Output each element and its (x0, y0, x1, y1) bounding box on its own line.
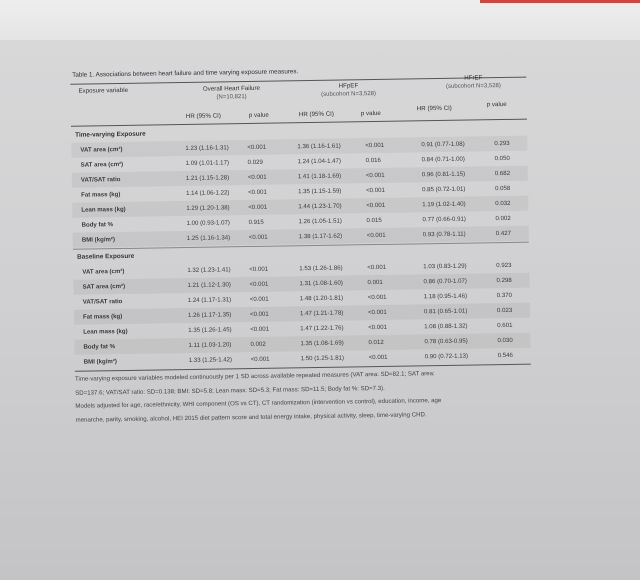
header-hfpef-title: HFpEF (338, 82, 359, 90)
cell-hr-hfpef: 1.31 (1.08-1.60) (299, 279, 343, 288)
background-top-strip (0, 0, 640, 40)
cell-p-overall: 0.002 (250, 340, 266, 349)
cell-p-overall: <0.001 (249, 280, 269, 289)
cell-p-hfpef: <0.001 (367, 263, 387, 272)
cell-p-hfpef: <0.001 (365, 171, 385, 180)
cell-hr-overall: 1.24 (1.17-1.31) (187, 296, 232, 304)
cell-hr-hfpef: 1.50 (1.25-1.81) (300, 354, 345, 363)
row-label: Body fat % (83, 343, 116, 351)
cell-p-overall: <0.001 (248, 203, 268, 212)
cell-p-hfpef: <0.001 (365, 141, 385, 150)
cell-p-overall: <0.001 (249, 265, 269, 274)
cell-p-overall: <0.001 (249, 295, 269, 304)
cell-hr-overall: 1.14 (1.06-1.22) (186, 189, 230, 198)
section-time-varying: Time-varying Exposure (75, 130, 146, 139)
footnote-line: Time-varying exposure variables modeled continuously per 1 SD across available repeated measures (VAT area: SD=82.1; SAT area: (74, 370, 435, 383)
cell-hr-hfpef: 1.35 (1.08-1.69) (300, 339, 344, 348)
cell-p-overall: <0.001 (248, 188, 267, 197)
cell-p-overall: <0.001 (250, 355, 270, 364)
cell-hr-hfref: 0.96 (0.81-1.15) (421, 170, 466, 179)
cell-hr-hfref: 0.81 (0.65-1.01) (423, 307, 468, 316)
cell-hr-overall: 1.32 (1.23-1.41) (187, 266, 231, 274)
cell-hr-hfpef: 1.47 (1.22-1.76) (300, 324, 344, 333)
cell-p-hfpef: <0.001 (367, 293, 387, 302)
cell-p-overall: 0.029 (247, 158, 263, 167)
cell-p-overall: 0.915 (248, 218, 264, 227)
row-label: Fat mass (kg) (81, 191, 121, 199)
row-label: BMI (kg/m²) (83, 358, 117, 366)
cell-p-hfref: 0.298 (496, 276, 512, 285)
header-hfref-title: HFrEF (464, 74, 483, 82)
cell-hr-hfref: 0.77 (0.66-0.91) (422, 215, 466, 224)
cell-hr-hfref: 1.18 (0.95-1.46) (423, 292, 468, 301)
cell-hr-overall: 1.23 (1.16-1.31) (185, 144, 229, 153)
cell-p-hfpef: 0.001 (367, 278, 383, 287)
cell-p-hfpef: 0.016 (365, 156, 381, 165)
cell-hr-hfref: 0.85 (0.72-1.01) (421, 185, 466, 194)
cell-hr-hfpef: 1.53 (1.26-1.86) (299, 264, 343, 273)
cell-p-hfpef: <0.001 (368, 323, 388, 332)
cell-hr-overall: 1.21 (1.15-1.28) (185, 174, 230, 183)
cell-hr-overall: 1.26 (1.17-1.35) (187, 311, 232, 319)
cell-p-hfref: 0.023 (496, 306, 513, 315)
table-caption: Table 1. Associations between heart failure and time varying exposure measures. (72, 68, 299, 79)
row-label: SAT area (cm²) (80, 160, 124, 169)
row-label: SAT area (cm²) (82, 282, 126, 291)
row-label: VAT area (cm²) (82, 267, 125, 276)
header-hfref-n: (subcohort N=3,528) (445, 83, 501, 90)
cell-p-overall: <0.001 (250, 325, 270, 334)
cell-p-hfref: 0.370 (496, 291, 513, 300)
cell-p-hfref: 0.050 (494, 154, 510, 163)
cell-p-hfref: 0.058 (494, 184, 511, 193)
cell-p-hfref: 0.002 (495, 214, 511, 223)
cell-hr-hfpef: 1.35 (1.15-1.59) (298, 187, 342, 196)
cell-hr-overall: 1.21 (1.12-1.30) (187, 281, 231, 289)
cell-hr-hfref: 0.84 (0.71-1.00) (421, 155, 466, 164)
cell-hr-hfref: 0.78 (0.63-0.95) (424, 337, 468, 346)
cell-p-hfref: 0.546 (497, 351, 513, 360)
cell-hr-hfref: 0.86 (0.70-1.07) (423, 277, 467, 286)
cell-hr-hfpef: 1.47 (1.21-1.78) (299, 309, 344, 318)
table-footnote (75, 365, 546, 426)
cell-p-hfpef: <0.001 (366, 231, 386, 240)
header-hfref (423, 73, 523, 93)
header-hfpef-n: (subcohort N=3,528) (321, 91, 377, 98)
cell-hr-hfref: 0.90 (0.72-1.13) (424, 352, 469, 361)
header-hfpef (298, 81, 398, 101)
table-paper (58, 54, 584, 432)
cell-p-hfpef: <0.001 (366, 201, 386, 210)
cell-hr-hfpef: 1.24 (1.04-1.47) (297, 157, 342, 166)
cell-hr-hfref: 0.91 (0.77-1.08) (421, 140, 465, 149)
cell-p-hfref: 0.030 (497, 336, 513, 345)
header-overall (186, 84, 276, 103)
footnote-line: Models adjusted for age, race/ethnicity, WHI component (OS vs CT), CT randomization (intervention vs control), education, income, age (75, 397, 442, 410)
cell-p-overall: <0.001 (249, 310, 269, 319)
cell-p-hfref: 0.601 (497, 321, 513, 330)
header-p-overall: p value (248, 111, 269, 120)
header-overall-n: (N=10,821) (216, 94, 247, 101)
row-label: BMI (kg/m²) (81, 236, 116, 244)
cell-p-hfpef: <0.001 (366, 186, 385, 195)
header-hr-hfref: HR (95% CI) (416, 104, 452, 113)
cell-hr-hfpef: 1.36 (1.16-1.61) (297, 142, 341, 151)
row-label: Fat mass (kg) (82, 313, 123, 321)
cell-hr-overall: 1.25 (1.16-1.34) (186, 234, 231, 242)
row-label: VAT/SAT ratio (82, 298, 123, 306)
header-p-hfref: p value (486, 100, 507, 109)
cell-hr-hfpef: 1.44 (1.23-1.70) (298, 202, 342, 211)
cell-hr-overall: 1.11 (1.03-1.20) (188, 341, 232, 349)
cell-p-hfref: 0.032 (495, 199, 511, 208)
cell-p-hfpef: 0.015 (366, 216, 382, 225)
cell-hr-hfref: 0.93 (0.78-1.11) (422, 230, 466, 239)
header-rule (71, 119, 527, 127)
header-hr-hfpef: HR (95% CI) (298, 110, 334, 119)
cell-hr-hfpef: 1.38 (1.17-1.62) (298, 232, 343, 241)
cell-p-hfref: 0.682 (494, 169, 511, 178)
row-label: Body fat % (81, 221, 114, 229)
cell-hr-overall: 1.33 (1.25-1.42) (188, 356, 233, 364)
cell-hr-hfpef: 1.41 (1.18-1.69) (297, 172, 342, 181)
cell-hr-hfpef: 1.26 (1.05-1.51) (298, 217, 342, 226)
cell-hr-overall: 1.00 (0.93-1.07) (186, 219, 230, 228)
cell-p-overall: <0.001 (247, 143, 267, 152)
cell-hr-hfref: 1.03 (0.83-1.29) (423, 262, 467, 271)
cell-p-hfpef: <0.001 (367, 308, 387, 317)
header-overall-title: Overall Heart Failure (202, 84, 261, 93)
cell-hr-overall: 1.09 (1.01-1.17) (185, 159, 230, 168)
cell-hr-hfpef: 1.48 (1.20-1.81) (299, 294, 344, 303)
header-exposure: Exposure variable (78, 86, 129, 95)
row-label: VAT area (cm²) (80, 145, 123, 154)
cell-p-hfref: 0.293 (494, 139, 510, 148)
cell-hr-overall: 1.29 (1.20-1.38) (186, 204, 230, 213)
red-edge-line (480, 0, 640, 3)
cell-p-overall: <0.001 (248, 233, 268, 242)
row-label: Lean mass (kg) (83, 327, 128, 336)
cell-p-hfpef: 0.012 (368, 338, 384, 347)
section-baseline: Baseline Exposure (77, 252, 135, 261)
header-p-hfpef: p value (360, 109, 381, 118)
cell-hr-overall: 1.35 (1.26-1.45) (188, 326, 232, 334)
cell-p-hfpef: <0.001 (368, 353, 388, 362)
cell-p-overall: <0.001 (247, 173, 267, 182)
footnote-line: menarche, parity, smoking, alcohol, HEI 2015 diet pattern score and total energy intake, physical activity, sleep, time-varying CHD. (75, 410, 427, 424)
footnote-line: SD=137.6; VAT/SAT ratio: SD=0.138; BMI: SD=5.8; Lean mass: SD=5.3; Fat mass: SD=11.5; Body fat %: SD=7.3). (75, 384, 385, 397)
row-label: Lean mass (kg) (81, 205, 126, 214)
header-hr-overall: HR (95% CI) (185, 112, 222, 120)
cell-hr-hfref: 1.19 (1.02-1.40) (422, 200, 466, 209)
cell-p-hfref: 0.923 (496, 261, 512, 270)
cell-hr-hfref: 1.08 (0.88-1.32) (424, 322, 468, 331)
row-label: VAT/SAT ratio (80, 176, 121, 184)
cell-p-hfref: 0.427 (495, 229, 512, 238)
